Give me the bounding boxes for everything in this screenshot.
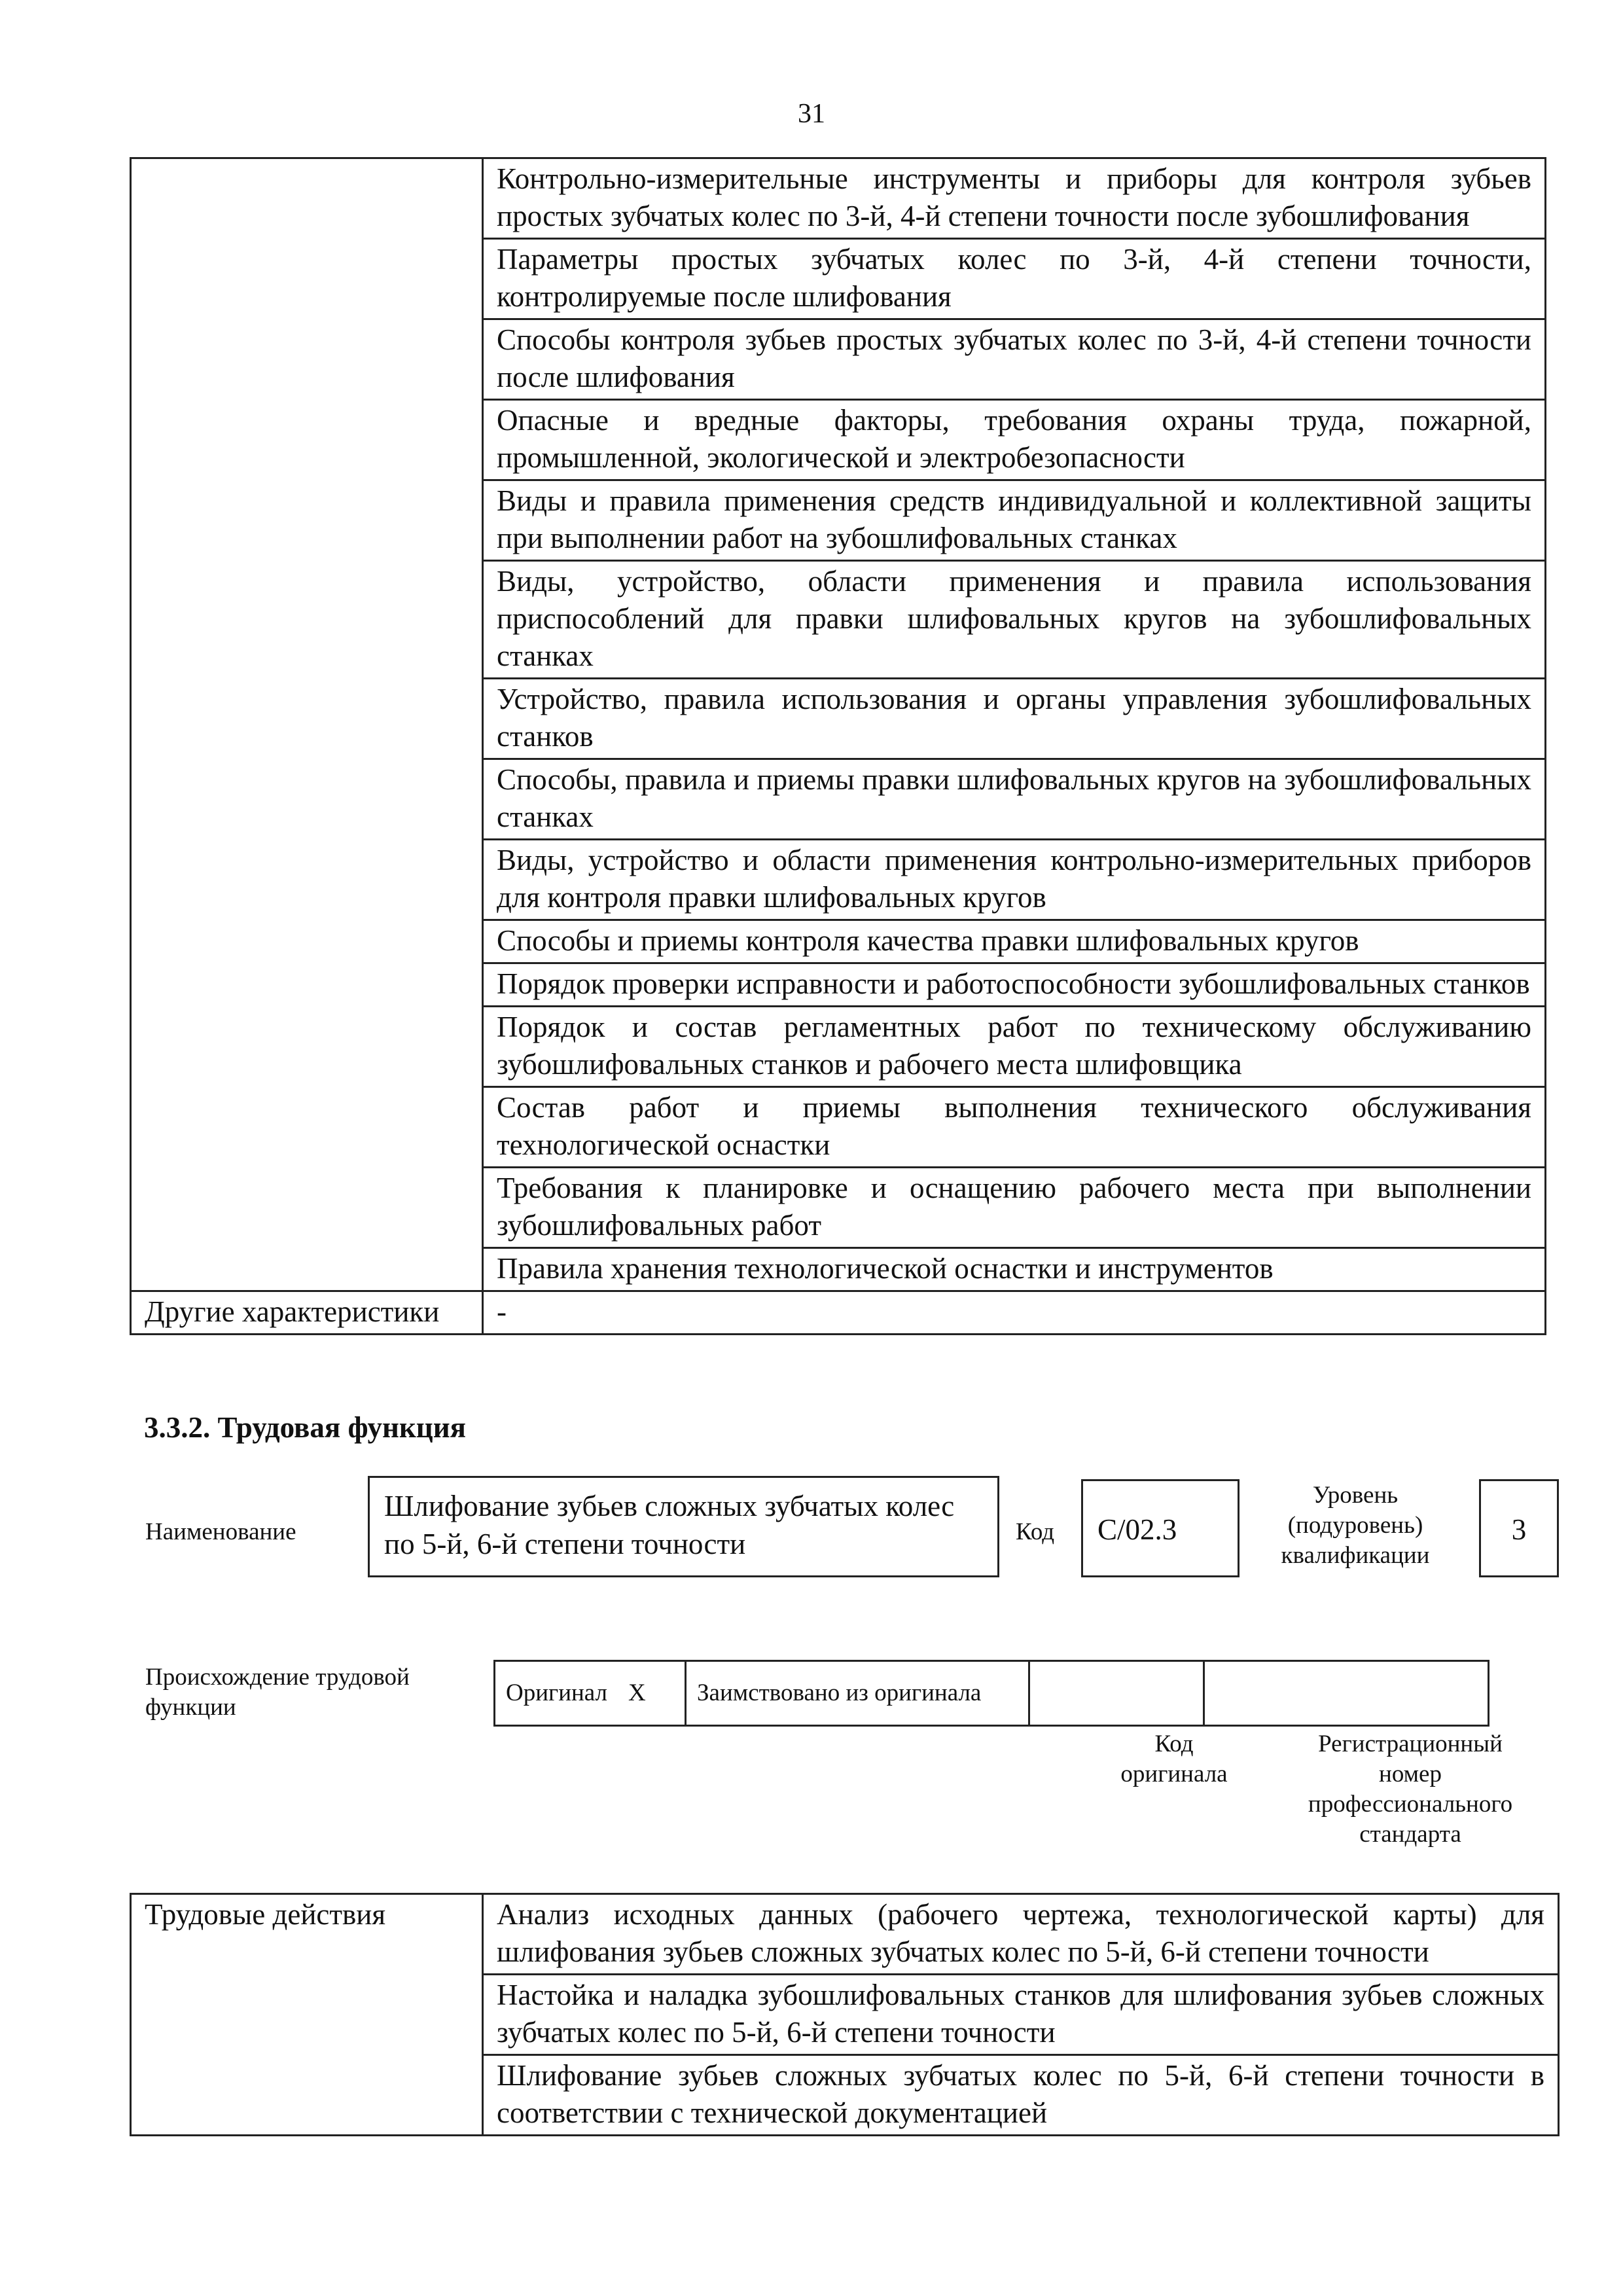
table-row: Порядок и состав регламентных работ по техническому обслуживанию зубошлифовальных станков и рабочего места шлифовщика bbox=[483, 1007, 1546, 1087]
table-row: Способы и приемы контроля качества правки шлифовальных кругов bbox=[483, 920, 1546, 963]
table-row: Виды и правила применения средств индивидуальной и коллективной защиты при выполнении работ на зубошлифовальных станках bbox=[483, 480, 1546, 561]
table-row: Виды, устройство и области применения контрольно-измерительных приборов для контроля правки шлифовальных кругов bbox=[483, 840, 1546, 920]
table-row: Способы контроля зубьев простых зубчатых колес по 3-й, 4-й степени точности после шлифования bbox=[483, 319, 1546, 400]
function-name-box: Шлифование зубьев сложных зубчатых колес по 5-й, 6-й степени точности bbox=[368, 1476, 999, 1577]
original-label: Оригинал bbox=[495, 1661, 618, 1726]
knowledge-table bbox=[130, 157, 1546, 1335]
function-code-box: C/02.3 bbox=[1081, 1479, 1240, 1577]
other-characteristics-label: Другие характеристики bbox=[131, 1291, 483, 1335]
table-row: Способы, правила и приемы правки шлифовальных кругов на зубошлифовальных станках bbox=[483, 759, 1546, 840]
reg-label-line: номер bbox=[1379, 1761, 1442, 1787]
code-label: Код bbox=[1016, 1518, 1055, 1545]
table-row: Опасные и вредные факторы, требования охраны труда, пожарной, промышленной, экологической и электробезопасности bbox=[483, 400, 1546, 480]
reg-number-cell bbox=[1204, 1661, 1489, 1726]
table-row: Настойка и наладка зубошлифовальных станков для шлифования зубьев сложных зубчатых колес по 5-й, 6-й степени точности bbox=[483, 1975, 1559, 2055]
table-row: Требования к планировке и оснащению рабочего места при выполнении зубошлифовальных работ bbox=[483, 1168, 1546, 1248]
table-row: Параметры простых зубчатых колес по 3-й, 4-й степени точности, контролируемые после шлифования bbox=[483, 239, 1546, 319]
section-title: 3.3.2. Трудовая функция bbox=[144, 1411, 467, 1444]
level-label-line: Уровень bbox=[1312, 1482, 1399, 1509]
labor-actions-label: Трудовые действия bbox=[131, 1894, 483, 2136]
other-characteristics-value: - bbox=[483, 1291, 1546, 1335]
table-row: Устройство, правила использования и органы управления зубошлифовальных станков bbox=[483, 679, 1546, 759]
qualification-level-label bbox=[1247, 1480, 1463, 1571]
table-row: Порядок проверки исправности и работоспособности зубошлифовальных станков bbox=[483, 963, 1546, 1007]
borrowed-label: Заимствовано из оригинала bbox=[686, 1661, 1029, 1726]
code-original-label-line: Код bbox=[1154, 1731, 1194, 1757]
code-original-label bbox=[1088, 1729, 1260, 1789]
table-row: Состав работ и приемы выполнения технического обслуживания технологической оснастки bbox=[483, 1087, 1546, 1168]
knowledge-label-cell bbox=[131, 158, 483, 1291]
reg-label-line: стандарта bbox=[1359, 1821, 1461, 1848]
level-label-line: (подуровень) bbox=[1287, 1512, 1423, 1539]
reg-label-line: Регистрационный bbox=[1318, 1731, 1503, 1757]
labor-actions-table bbox=[130, 1893, 1560, 2136]
original-mark: X bbox=[618, 1661, 686, 1726]
table-row: Шлифование зубьев сложных зубчатых колес по 5-й, 6-й степени точности в соответствии с технической документацией bbox=[483, 2055, 1559, 2136]
page-number: 31 bbox=[798, 99, 825, 129]
table-row: Правила хранения технологической оснастки и инструментов bbox=[483, 1248, 1546, 1291]
level-label-line: квалификации bbox=[1281, 1542, 1430, 1569]
table-row: Анализ исходных данных (рабочего чертежа, технологической карты) для шлифования зубьев сложных зубчатых колес по 5-й, 6-й степени точности bbox=[483, 1894, 1559, 1975]
code-original-label-line: оригинала bbox=[1120, 1761, 1228, 1787]
table-row: Виды, устройство, области применения и правила использования приспособлений для правки шлифовальных кругов на зубошлифовальных станках bbox=[483, 561, 1546, 679]
reg-label-line: профессионального bbox=[1308, 1791, 1513, 1818]
registration-number-label bbox=[1279, 1729, 1541, 1850]
origin-label: Происхождение трудовой функции bbox=[145, 1664, 410, 1721]
origin-table bbox=[493, 1660, 1489, 1727]
table-row: Контрольно-измерительные инструменты и приборы для контроля зубьев простых зубчатых колес по 3-й, 4-й степени точности после зубошлифования bbox=[483, 158, 1546, 239]
name-label: Наименование bbox=[145, 1518, 296, 1545]
qualification-level-box: 3 bbox=[1479, 1479, 1559, 1577]
code-original-cell bbox=[1029, 1661, 1204, 1726]
